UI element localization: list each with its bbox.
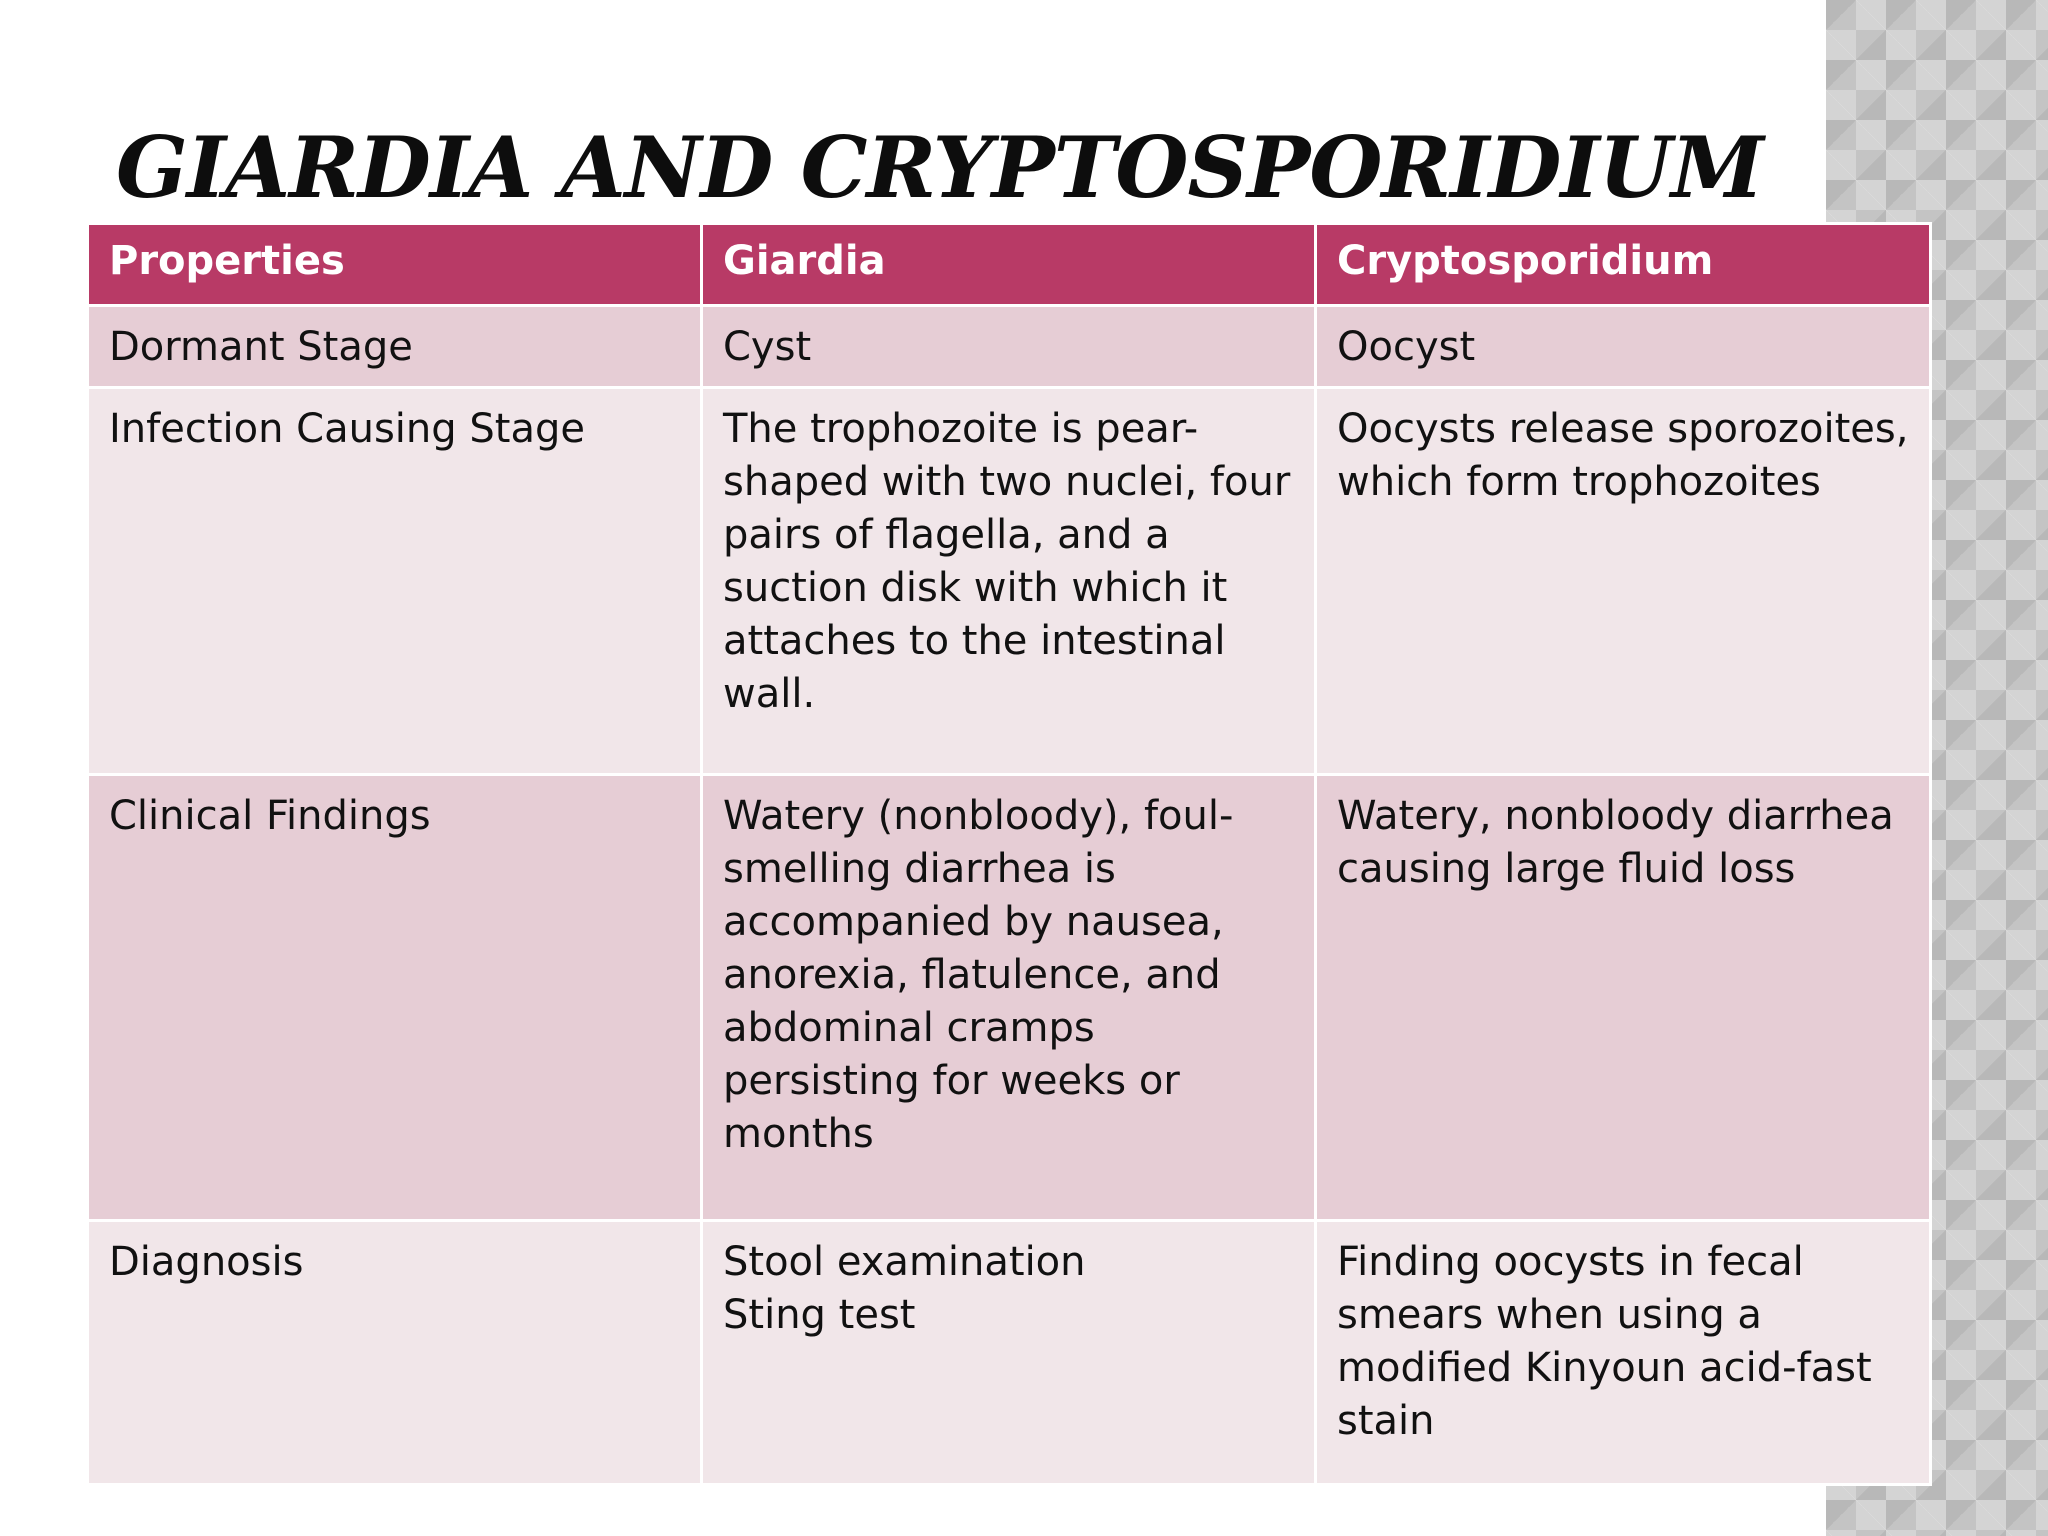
cell-giardia: The trophozoite is pear-shaped with two nuclei, four pairs of flagella, and a suction disk with which it attaches to the intestinal wall. bbox=[702, 388, 1316, 775]
cell-property: Dormant Stage bbox=[88, 306, 702, 388]
cell-cryptosporidium: Finding oocysts in fecal smears when using a modified Kinyoun acid-fast stain bbox=[1316, 1221, 1931, 1485]
cell-property: Infection Causing Stage bbox=[88, 388, 702, 775]
cell-cryptosporidium: Watery, nonbloody diarrhea causing large fluid loss bbox=[1316, 775, 1931, 1221]
table-row-dormant-stage bbox=[88, 306, 1931, 388]
cell-giardia bbox=[702, 1221, 1316, 1485]
table-header-row bbox=[88, 224, 1931, 306]
cell-giardia: Cyst bbox=[702, 306, 1316, 388]
cell-property: Clinical Findings bbox=[88, 775, 702, 1221]
cell-cryptosporidium: Oocysts release sporozoites, which form trophozoites bbox=[1316, 388, 1931, 775]
table-row-infection-causing-stage bbox=[88, 388, 1931, 775]
cell-property: Diagnosis bbox=[88, 1221, 702, 1485]
comparison-table bbox=[86, 222, 1932, 1486]
cell-giardia: Watery (nonbloody), foul-smelling diarrhea is accompanied by nausea, anorexia, flatulence, and abdominal cramps persisting for weeks or months bbox=[702, 775, 1316, 1221]
header-cryptosporidium: Cryptosporidium bbox=[1316, 224, 1931, 306]
header-properties: Properties bbox=[88, 224, 702, 306]
table-row-diagnosis bbox=[88, 1221, 1931, 1485]
giardia-diagnosis-line: Stool examination bbox=[723, 1239, 1086, 1285]
table-row-clinical-findings bbox=[88, 775, 1931, 1221]
slide-title: GIARDIA AND CRYPTOSPORIDIUM bbox=[116, 118, 1763, 217]
giardia-diagnosis-line: Sting test bbox=[723, 1292, 916, 1338]
header-giardia: Giardia bbox=[702, 224, 1316, 306]
cell-cryptosporidium: Oocyst bbox=[1316, 306, 1931, 388]
